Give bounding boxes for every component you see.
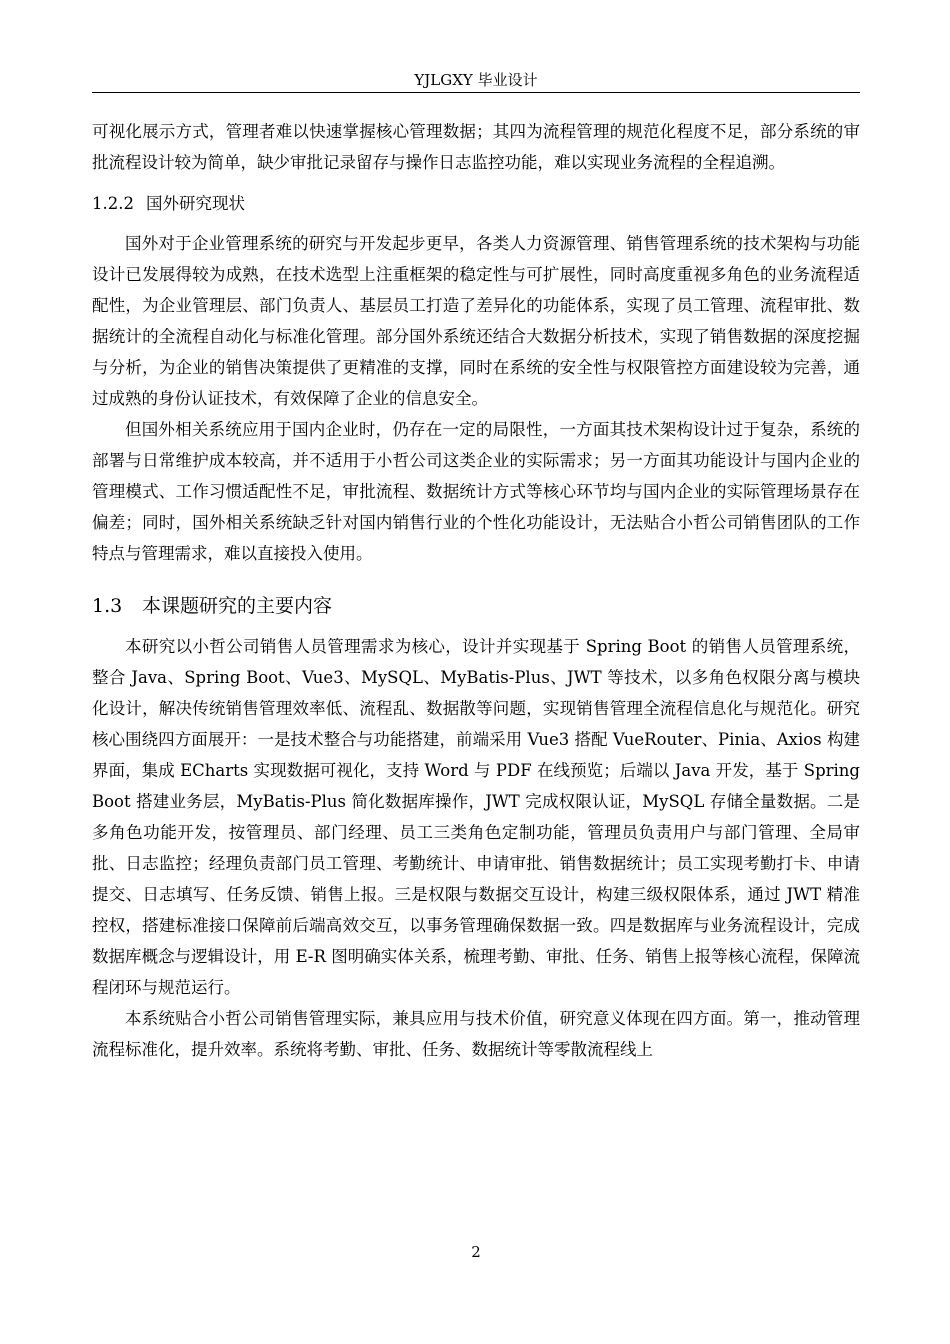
paragraph: 国外对于企业管理系统的研究与开发起步更早，各类人力资源管理、销售管理系统的技术架构与功能设计已发展得较为成熟，在技术选型上注重框架的稳定性与可扩展性，同时高度重视多角色的业务流程适配性，为企业管理层、部门负责人、基层员工打造了差异化的功能体系，实现了员工管理、流程审批、数据统计的全流程自动化与标准化管理。部分国外系统还结合大数据分析技术，实现了销售数据的深度挖掘与分析，为企业的销售决策提供了更精准的支撑，同时在系统的安全性与权限管控方面建设较为完善，通过成熟的身份认证技术，有效保障了企业的信息安全。: [92, 234, 860, 408]
paragraph: 本系统贴合小哲公司销售管理实际，兼具应用与技术价值，研究意义体现在四方面。第一，推动管理流程标准化，提升效率。系统将考勤、审批、任务、数据统计等零散流程线上: [92, 1009, 860, 1059]
paragraph: 但国外相关系统应用于国内企业时，仍存在一定的局限性，一方面其技术架构设计过于复杂，系统的部署与日常维护成本较高，并不适用于小哲公司这类企业的实际需求；另一方面其功能设计与国内企业的管理模式、工作习惯适配性不足，审批流程、数据统计方式等核心环节均与国内企业的实际管理场景存在偏差；同时，国外相关系统缺乏针对国内销售行业的个性化功能设计，无法贴合小哲公司销售团队的工作特点与管理需求，难以直接投入使用。: [92, 420, 860, 563]
document-body: [92, 116, 860, 1065]
section-number: 1.2.2: [92, 194, 134, 213]
page-header: YJLGXY 毕业设计: [414, 71, 538, 89]
header-divider: [92, 92, 860, 93]
section-heading-1-2-2: [92, 190, 860, 218]
page-number: 2: [471, 1243, 481, 1261]
paragraph: 本研究以小哲公司销售人员管理需求为核心，设计并实现基于 Spring Boot 的销售人员管理系统，整合 Java、Spring Boot、Vue3、MySQL、MyBatis-Plus、JWT 等技术，以多角色权限分离与模块化设计，解决传统销售管理效率低、流程乱、数据散等问题，实现销售管理全流程信息化与规范化。研究核心围绕四方面展开：一是技术整合与功能搭建，前端采用 Vue3 搭配 VueRouter、Pinia、Axios 构建界面，集成 ECharts 实现数据可视化，支持 Word 与 PDF 在线预览；后端以 Java 开发，基于 Spring Boot 搭建业务层，MyBatis-Plus 简化数据库操作，JWT 完成权限认证，MySQL 存储全量数据。二是多角色功能开发，按管理员、部门经理、员工三类角色定制功能，管理员负责用户与部门管理、全局审批、日志监控；经理负责部门员工管理、考勤统计、申请审批、销售数据统计；员工实现考勤打卡、申请提交、日志填写、任务反馈、销售上报。三是权限与数据交互设计，构建三级权限体系，通过 JWT 精准控权，搭建标准接口保障前后端高效交互，以事务管理确保数据一致。四是数据库与业务流程设计，完成数据库概念与逻辑设计，用 E-R 图明确实体关系，梳理考勤、审批、任务、销售上报等核心流程，保障流程闭环与规范运行。: [92, 637, 860, 997]
paragraph-continued: 可视化展示方式，管理者难以快速掌握核心管理数据；其四为流程管理的规范化程度不足，部分系统的审批流程设计较为简单，缺少审批记录留存与操作日志监控功能，难以实现业务流程的全程追溯。: [92, 122, 860, 172]
section-number: 1.3: [92, 595, 123, 617]
section-title: 国外研究现状: [146, 194, 245, 213]
section-heading-1-3: [92, 591, 860, 621]
section-title: 本课题研究的主要内容: [142, 595, 333, 617]
